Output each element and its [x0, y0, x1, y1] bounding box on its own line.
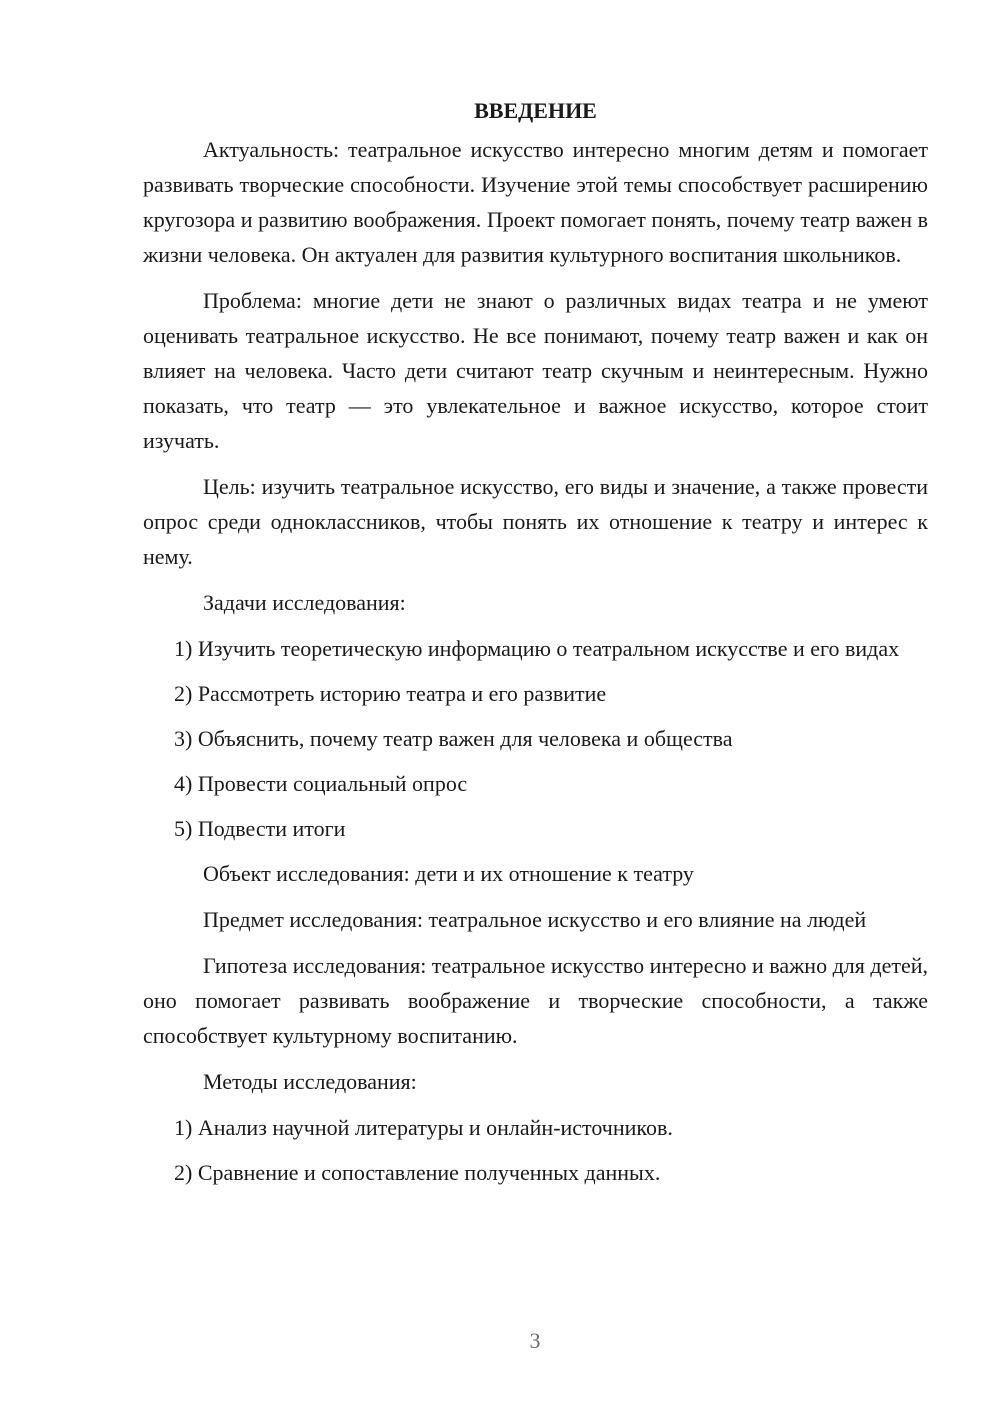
task-item-2: 2) Рассмотреть историю театра и его развитие	[174, 681, 607, 706]
method-item-1: 1) Анализ научной литературы и онлайн-источников.	[174, 1115, 673, 1140]
task-item-5: 5) Подвести итоги	[174, 816, 346, 841]
subject-paragraph: Предмет исследования: театральное искусство и его влияние на людей	[203, 907, 867, 932]
task-item-3: 3) Объяснить, почему театр важен для человека и общества	[174, 726, 733, 751]
object-paragraph: Объект исследования: дети и их отношение к театру	[203, 861, 694, 886]
methods-heading: Методы исследования:	[203, 1069, 417, 1094]
page-title: ВВЕДЕНИЕ	[474, 98, 597, 123]
hypothesis-paragraph: Гипотеза исследования: театральное искусство интересно и важно для детей, оно помогает развивать воображение и творческие способности, а также способствует культурному воспитанию.	[143, 953, 928, 1048]
relevance-paragraph: Актуальность: театральное искусство интересно многим детям и помогает развивать творческие способности. Изучение этой темы способствует расширению кругозора и развитию воображения. Проект помогает понять, почему театр важен в жизни человека. Он актуален для развития культурного воспитания школьников.	[143, 137, 928, 267]
task-item-4: 4) Провести социальный опрос	[174, 771, 468, 796]
page-content	[143, 93, 928, 1200]
page-number: 3	[529, 1328, 541, 1353]
method-item-2: 2) Сравнение и сопоставление полученных данных.	[174, 1160, 661, 1185]
goal-paragraph: Цель: изучить театральное искусство, его виды и значение, а также провести опрос среди одноклассников, чтобы понять их отношение к театру и интерес к нему.	[143, 474, 928, 569]
tasks-heading: Задачи исследования:	[203, 590, 406, 615]
problem-paragraph: Проблема: многие дети не знают о различных видах театра и не умеют оценивать театральное искусство. Не все понимают, почему театр важен и как он влияет на человека. Часто дети считают театр скучным и неинтересным. Нужно показать, что театр — это увлекательное и важное искусство, которое стоит изучать.	[143, 288, 928, 453]
task-item-1: 1) Изучить теоретическую информацию о театральном искусстве и его видах	[174, 636, 900, 661]
